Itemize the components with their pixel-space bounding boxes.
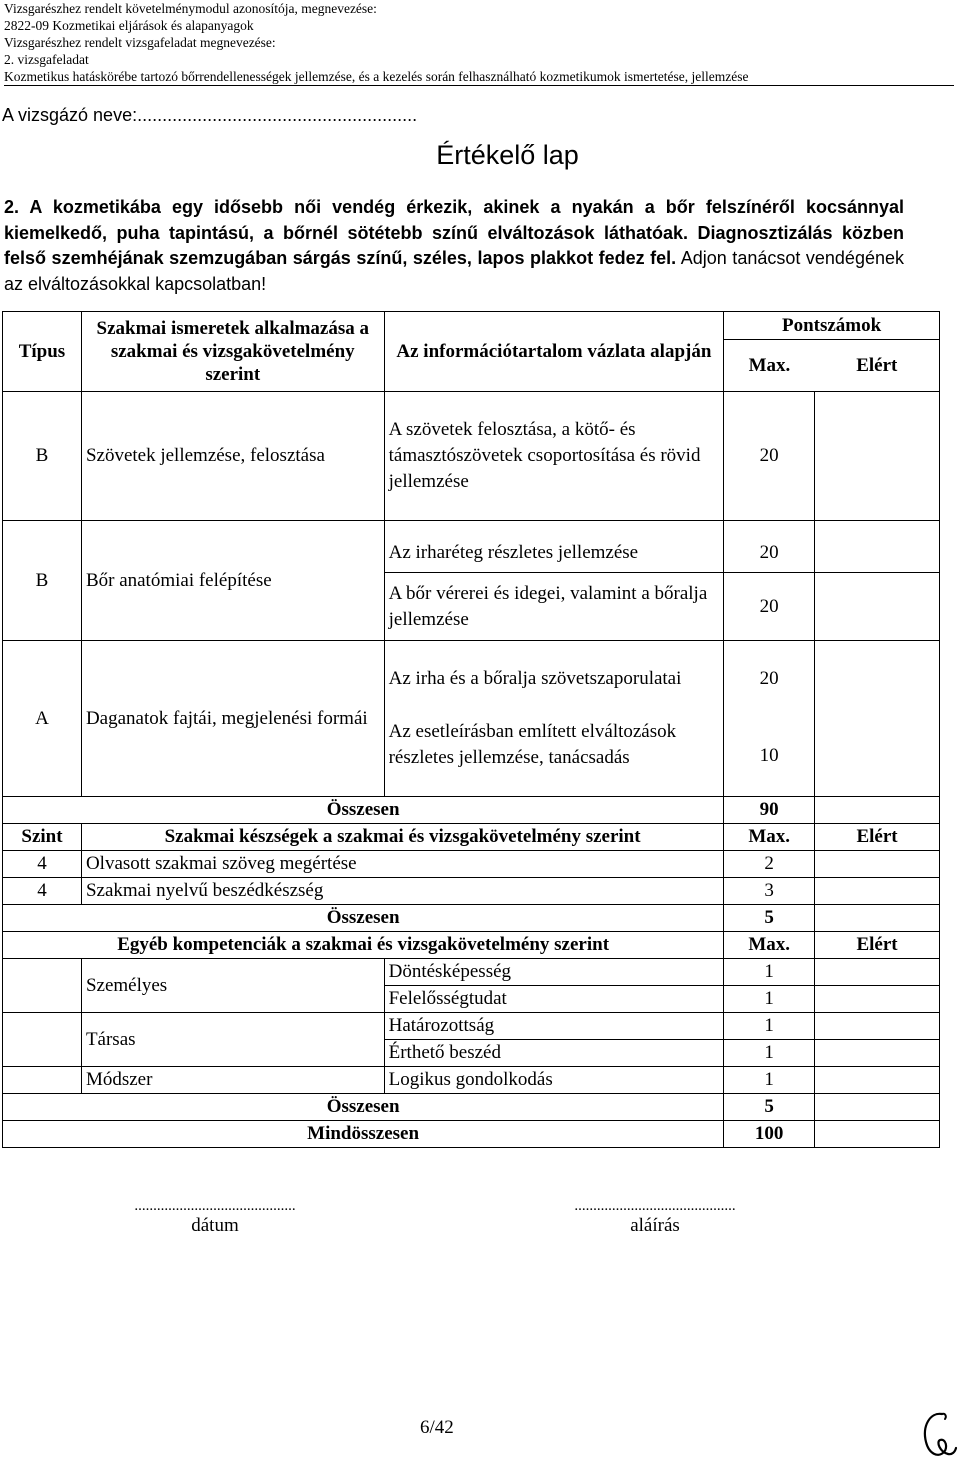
total-achieved [815, 797, 940, 824]
comp-head-title: Egyéb kompetenciák a szakmai és vizsgakövetelmény szerint [3, 932, 724, 959]
comp-head-max: Max. [724, 932, 815, 959]
comp-item: Érthető beszéd [384, 1040, 724, 1067]
skills-head-achieved: Elért [815, 824, 940, 851]
total-label: Összesen [3, 1094, 724, 1121]
row-achieved [815, 392, 940, 521]
document-header [4, 0, 954, 86]
comp-max: 1 [724, 986, 815, 1013]
total-label: Összesen [3, 905, 724, 932]
row-max: 20 [724, 573, 815, 641]
skill-max: 3 [724, 878, 815, 905]
total-label: Összesen [3, 797, 724, 824]
row-achieved [815, 641, 940, 717]
col-head-knowledge: Szakmai ismeretek alkalmazása a szakmai és vizsgakövetelmény szerint [81, 312, 384, 392]
task-bold-text: 2. A kozmetikába egy idősebb női vendég érkezik, akinek a nyakán a bőr felszínéről kocsánnyal kiemelkedő, puha tapintású, a bőrnél sötétebb színű elváltozások láthatóak. Diagnosztizálás közben felső szemhéjának szemzugában sárgás színű, széles, lapos plakkot fedez fel. [4, 197, 904, 268]
comp-max: 1 [724, 959, 815, 986]
row-type: B [3, 521, 82, 641]
skill-name: Olvasott szakmai szöveg megértése [81, 851, 723, 878]
comp-achieved [815, 959, 940, 986]
col-head-outline: Az információtartalom vázlata alapján [384, 312, 724, 392]
row-max: 20 [724, 641, 815, 717]
header-line: Kozmetikus hatáskörébe tartozó bőrrendellenességek jellemzése, és a kezelés során felhasználható kozmetikumok ismertetése, jellemzése [4, 68, 954, 86]
header-line: Vizsgarészhez rendelt vizsgafeladat megnevezése: [4, 35, 276, 50]
signature-block [520, 1198, 790, 1237]
comp-max: 1 [724, 1013, 815, 1040]
task-description [4, 195, 904, 297]
skill-name: Szakmai nyelvű beszédkészség [81, 878, 723, 905]
page-title: Értékelő lap [436, 140, 579, 170]
comp-group: Módszer [81, 1067, 384, 1094]
task-instruction: Adjon tanácsot vendégének az elváltozásokkal kapcsolatban! [4, 248, 904, 294]
comp-spacer [3, 1067, 82, 1094]
comp-head-achieved: Elért [815, 932, 940, 959]
row-achieved [815, 573, 940, 641]
total-value: 5 [724, 905, 815, 932]
date-dots: ........................................... [134, 1198, 296, 1214]
signature-dots: ........................................... [574, 1198, 736, 1214]
row-item: Az irharéteg részletes jellemzése [384, 521, 724, 573]
row-achieved [815, 521, 940, 573]
comp-spacer [3, 959, 82, 1013]
grand-total-achieved [815, 1121, 940, 1148]
comp-spacer [3, 1013, 82, 1067]
comp-max: 1 [724, 1040, 815, 1067]
comp-item: Felelősségtudat [384, 986, 724, 1013]
header-line: 2. vizsgafeladat [4, 52, 89, 67]
comp-achieved [815, 1067, 940, 1094]
comp-group: Személyes [81, 959, 384, 1013]
skill-level: 4 [3, 878, 82, 905]
skill-achieved [815, 878, 940, 905]
row-max: 10 [724, 717, 815, 797]
grand-total-label: Mindösszesen [3, 1121, 724, 1148]
row-type: B [3, 392, 82, 521]
comp-item: Logikus gondolkodás [384, 1067, 724, 1094]
skill-achieved [815, 851, 940, 878]
header-line: 2822-09 Kozmetikai eljárások és alapanyagok [4, 18, 254, 33]
comp-achieved [815, 1040, 940, 1067]
handwritten-initial-icon [918, 1408, 958, 1460]
skill-max: 2 [724, 851, 815, 878]
comp-group: Társas [81, 1013, 384, 1067]
total-achieved [815, 905, 940, 932]
row-type: A [3, 641, 82, 797]
row-topic: Szövetek jellemzése, felosztása [81, 392, 384, 521]
row-max: 20 [724, 392, 815, 521]
col-head-achieved: Elért [815, 340, 940, 392]
row-item: Az esetleírásban említett elváltozások részletes jellemzése, tanácsadás [384, 717, 724, 797]
signature-label: aláírás [630, 1215, 680, 1236]
total-value: 90 [724, 797, 815, 824]
row-topic: Daganatok fajtái, megjelenési formái [81, 641, 384, 797]
grand-total-value: 100 [724, 1121, 815, 1148]
date-label: dátum [191, 1215, 239, 1236]
comp-item: Határozottság [384, 1013, 724, 1040]
header-line: Vizsgarészhez rendelt követelménymodul azonosítója, megnevezése: [4, 1, 377, 16]
row-item: A szövetek felosztása, a kötő- és támasztószövetek csoportosítása és rövid jellemzése [384, 392, 724, 521]
comp-item: Döntésképesség [384, 959, 724, 986]
row-achieved [815, 717, 940, 797]
skills-head-max: Max. [724, 824, 815, 851]
skills-head-title: Szakmai készségek a szakmai és vizsgakövetelmény szerint [81, 824, 723, 851]
row-item: A bőr vérerei és idegei, valamint a bőralja jellemzése [384, 573, 724, 641]
evaluation-table [2, 311, 940, 1148]
comp-achieved [815, 1013, 940, 1040]
col-head-max: Max. [724, 340, 815, 392]
date-signature-block [80, 1198, 350, 1237]
comp-max: 1 [724, 1067, 815, 1094]
col-head-points: Pontszámok [724, 312, 940, 340]
comp-achieved [815, 986, 940, 1013]
total-value: 5 [724, 1094, 815, 1121]
page-number: 6/42 [420, 1417, 454, 1438]
row-max: 20 [724, 521, 815, 573]
candidate-name-field: A vizsgázó neve:........................................................ [2, 105, 418, 125]
skills-head-level: Szint [3, 824, 82, 851]
skill-level: 4 [3, 851, 82, 878]
col-head-type: Típus [3, 312, 82, 392]
row-topic: Bőr anatómiai felépítése [81, 521, 384, 641]
row-item: Az irha és a bőralja szövetszaporulatai [384, 641, 724, 717]
total-achieved [815, 1094, 940, 1121]
